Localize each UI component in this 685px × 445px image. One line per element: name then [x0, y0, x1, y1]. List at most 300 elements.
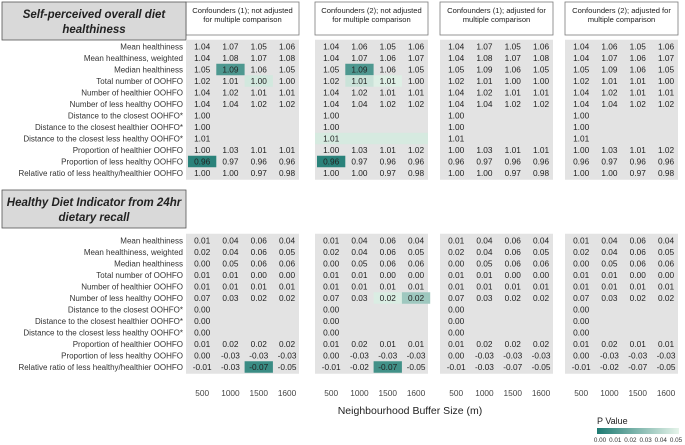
- cell-value: 1.05: [323, 64, 340, 75]
- cell-value: 0.00: [194, 316, 211, 326]
- cell-value: 1.01: [222, 76, 239, 86]
- cell-value: 1.01: [250, 87, 267, 98]
- cell-value: 0.00: [194, 304, 211, 315]
- cell-value: 1.07: [351, 53, 368, 63]
- cell-value: 0.04: [351, 247, 368, 257]
- cell-value: 1.02: [601, 87, 618, 98]
- cell-value: 0.00: [448, 327, 465, 338]
- cell-value: 0.02: [657, 293, 675, 303]
- row-label: Distance to the closest less healthy OOHFO*: [23, 328, 183, 338]
- cell-value: 0.00: [323, 327, 340, 338]
- cell-value: 1.01: [351, 76, 368, 86]
- cell-value: 1.00: [573, 168, 590, 178]
- cell-value: 0.04: [657, 235, 675, 246]
- cell-value: 0.01: [194, 281, 211, 292]
- cell-value: 0.00: [448, 258, 465, 269]
- cell-value: 0.00: [504, 270, 521, 280]
- row-label: Distance to the closest healthier OOHFO*: [34, 317, 183, 326]
- cell-value: 0.01: [323, 270, 340, 280]
- cell-value: 1.04: [323, 99, 340, 109]
- cell-value: 1.02: [323, 76, 340, 86]
- cell-value: 0.04: [601, 247, 618, 257]
- cell-value: 0.97: [629, 168, 646, 178]
- row-label: Mean healthiness: [120, 236, 183, 246]
- cell-value: 0.02: [407, 293, 425, 303]
- x-tick-label: 1500: [628, 388, 647, 398]
- cell-value: 1.08: [278, 53, 296, 63]
- cell-value: 1.04: [194, 99, 211, 109]
- row-label: Total number of OOHFO: [96, 271, 183, 280]
- cell-value: 0.01: [448, 235, 465, 246]
- row-label: Median healthiness: [114, 259, 183, 269]
- cell-value: 1.01: [323, 133, 340, 144]
- cell-value: 0.02: [194, 247, 211, 257]
- cell-value: -0.02: [349, 362, 369, 372]
- cell-value: 0.01: [629, 339, 646, 349]
- cell-value: 1.08: [476, 53, 493, 63]
- cell-value: 0.01: [448, 339, 465, 349]
- cell-value: 1.00: [194, 145, 211, 155]
- cell-value: 0.06: [407, 258, 425, 269]
- cell-value: 1.00: [448, 122, 465, 132]
- cell-value: 1.07: [504, 53, 521, 63]
- cell-value: 0.01: [532, 281, 550, 292]
- cell-value: 1.01: [629, 145, 646, 155]
- cell-value: 0.02: [532, 293, 550, 303]
- cell-value: 0.01: [194, 235, 211, 246]
- cell-value: 0.06: [629, 258, 646, 269]
- cell-value: 0.01: [573, 339, 590, 349]
- cell-value: 0.04: [222, 247, 239, 257]
- cell-value: 0.00: [407, 270, 425, 280]
- cell-value: -0.03: [503, 350, 523, 361]
- cell-value: -0.05: [531, 362, 551, 372]
- cell-value: 1.07: [407, 53, 425, 63]
- x-tick-label: 1000: [221, 388, 240, 398]
- panel-header: Confounders (2); not adjusted for multiple comparison: [321, 6, 422, 24]
- cell-value: 0.06: [504, 258, 521, 269]
- cell-value: 1.06: [407, 41, 425, 52]
- cell-value: -0.01: [571, 362, 591, 372]
- x-tick-label: 1500: [378, 388, 397, 398]
- cell-value: 0.06: [250, 247, 267, 257]
- cell-value: 0.00: [573, 258, 590, 269]
- cell-value: 0.04: [222, 235, 239, 246]
- cell-value: 1.05: [250, 41, 267, 52]
- cell-value: -0.03: [628, 350, 648, 361]
- row-label: Total number of OOHFO: [96, 77, 183, 86]
- cell-value: 0.00: [194, 327, 211, 338]
- cell-value: 1.02: [407, 145, 425, 155]
- cell-value: 1.00: [323, 122, 340, 132]
- cell-value: 1.02: [351, 87, 368, 98]
- cell-value: 1.01: [476, 76, 493, 86]
- cell-value: 1.06: [379, 53, 396, 63]
- cell-value: 0.00: [250, 270, 267, 280]
- cell-value: 1.05: [657, 64, 675, 75]
- cell-value: 0.04: [532, 235, 550, 246]
- row-label: Proportion of healthier OOHFO: [72, 146, 183, 155]
- cell-value: 1.02: [532, 99, 550, 109]
- cell-value: 0.98: [407, 168, 425, 178]
- cell-value: 0.02: [476, 339, 493, 349]
- cell-value: 1.08: [222, 53, 239, 63]
- cell-value: 0.00: [323, 304, 340, 315]
- cell-value: 1.01: [379, 76, 396, 86]
- cell-value: 1.09: [222, 64, 239, 75]
- cell-value: 1.09: [476, 64, 493, 75]
- cell-value: 1.04: [323, 53, 340, 63]
- cell-value: 1.00: [323, 145, 340, 155]
- cell-value: 0.01: [657, 281, 675, 292]
- cell-value: 1.05: [448, 64, 465, 75]
- panel-header: Confounders (1); not adjusted for multiple comparison: [192, 6, 293, 24]
- cell-value: 0.03: [351, 293, 368, 303]
- cell-value: 0.01: [476, 270, 493, 280]
- cell-value: 0.00: [573, 350, 590, 361]
- cell-value: 0.05: [601, 258, 618, 269]
- cell-value: 0.01: [222, 281, 239, 292]
- cell-value: 0.01: [351, 281, 368, 292]
- row-label: Distance to the closest less healthy OOHFO*: [23, 134, 183, 144]
- row-label: Mean healthiness: [120, 42, 183, 52]
- cell-value: 1.00: [532, 76, 550, 86]
- cell-value: 0.04: [278, 235, 296, 246]
- x-tick-label: 1000: [350, 388, 369, 398]
- x-tick-label: 500: [195, 388, 210, 398]
- cell-value: 0.01: [407, 339, 425, 349]
- cell-value: 1.05: [407, 64, 425, 75]
- cell-value: 1.04: [573, 87, 590, 98]
- cell-value: 0.96: [278, 156, 296, 167]
- cell-value: 1.00: [476, 168, 493, 178]
- cell-value: 1.04: [194, 87, 211, 98]
- cell-value: 1.04: [448, 53, 465, 63]
- cell-value: 0.00: [448, 350, 465, 361]
- cell-value: 0.01: [601, 281, 618, 292]
- cell-value: 1.00: [351, 168, 368, 178]
- cell-value: 1.05: [629, 41, 646, 52]
- x-tick-label: 500: [324, 388, 339, 398]
- cell-value: 0.03: [476, 293, 493, 303]
- legend-title: P Value: [597, 416, 628, 426]
- cell-value: 0.06: [504, 247, 521, 257]
- cell-value: 0.03: [222, 293, 239, 303]
- cell-value: 0.96: [323, 156, 340, 167]
- cell-value: 1.02: [407, 99, 425, 109]
- cell-value: 0.04: [476, 235, 493, 246]
- cell-value: 1.00: [573, 122, 590, 132]
- row-label: Proportion of less healthy OOHFO: [61, 157, 183, 167]
- cell-value: 0.00: [573, 316, 590, 326]
- cell-value: -0.01: [446, 362, 466, 372]
- x-tick-label: 500: [574, 388, 589, 398]
- cell-value: 0.02: [250, 293, 267, 303]
- cell-value: 0.00: [278, 270, 296, 280]
- section-title: Self-perceived overall diet: [22, 9, 166, 21]
- cell-value: -0.03: [378, 350, 398, 361]
- cell-value: 0.96: [379, 156, 396, 167]
- cell-value: 0.96: [573, 156, 590, 167]
- cell-value: 1.04: [476, 99, 493, 109]
- cell-value: -0.03: [220, 362, 240, 372]
- cell-value: 0.02: [532, 339, 550, 349]
- cell-value: 1.00: [448, 110, 465, 121]
- cell-value: -0.07: [249, 362, 269, 372]
- cell-value: 0.00: [379, 270, 396, 280]
- cell-value: 0.96: [407, 156, 425, 167]
- cell-value: 0.01: [379, 339, 396, 349]
- x-tick-label: 1500: [503, 388, 522, 398]
- cell-value: 0.01: [323, 235, 340, 246]
- cell-value: 0.01: [573, 270, 590, 280]
- cell-value: 1.03: [476, 145, 493, 155]
- cell-value: 1.02: [379, 99, 396, 109]
- cell-value: 1.07: [476, 41, 493, 52]
- cell-value: 1.00: [448, 145, 465, 155]
- cell-value: 0.01: [448, 270, 465, 280]
- cell-value: 1.06: [379, 64, 396, 75]
- cell-value: -0.05: [406, 362, 426, 372]
- cell-value: 0.01: [351, 270, 368, 280]
- cell-value: 0.01: [379, 281, 396, 292]
- cell-value: 1.01: [448, 133, 465, 144]
- cell-value: 0.97: [222, 156, 239, 167]
- row-label: Distance to the closest OOHFO*: [67, 111, 183, 121]
- cell-value: 1.06: [629, 53, 646, 63]
- cell-value: 1.07: [222, 41, 239, 52]
- cell-value: 0.05: [278, 247, 296, 257]
- cell-value: 0.01: [573, 235, 590, 246]
- cell-value: 1.04: [323, 41, 340, 52]
- cell-value: -0.03: [220, 350, 240, 361]
- cell-value: 0.06: [379, 247, 396, 257]
- row-label: Proportion of less healthy OOHFO: [61, 351, 183, 361]
- cell-value: -0.03: [474, 350, 494, 361]
- cell-value: 0.98: [532, 168, 550, 178]
- cell-value: 1.00: [504, 76, 521, 86]
- cell-value: 0.97: [601, 156, 618, 167]
- cell-value: 1.05: [278, 64, 296, 75]
- cell-value: -0.03: [474, 362, 494, 372]
- cell-value: 0.01: [573, 281, 590, 292]
- x-tick-label: 1000: [600, 388, 619, 398]
- cell-value: -0.07: [378, 362, 398, 372]
- cell-value: 1.02: [448, 76, 465, 86]
- cell-value: 0.97: [476, 156, 493, 167]
- cell-value: 1.05: [573, 64, 590, 75]
- cell-value: 1.06: [532, 41, 550, 52]
- cell-value: -0.03: [656, 350, 676, 361]
- cell-value: 0.01: [657, 339, 675, 349]
- row-label: Number of healthier OOHFO: [81, 88, 183, 98]
- cell-value: 0.00: [657, 270, 675, 280]
- cell-value: 0.07: [323, 293, 340, 303]
- cell-value: -0.05: [277, 362, 297, 372]
- cell-value: 1.02: [657, 145, 675, 155]
- x-tick-label: 1600: [406, 388, 426, 398]
- cell-value: 1.02: [657, 99, 675, 109]
- cell-value: -0.01: [321, 362, 341, 372]
- cell-value: 0.01: [194, 339, 211, 349]
- cell-value: 1.01: [629, 87, 646, 98]
- cell-value: 0.06: [657, 258, 675, 269]
- row-label: Mean healthiness, weighted: [83, 248, 183, 257]
- cell-value: 0.06: [504, 235, 521, 246]
- cell-value: 1.02: [629, 99, 646, 109]
- cell-value: 1.02: [573, 76, 590, 86]
- cell-value: 0.06: [629, 235, 646, 246]
- legend-tick-label: 0.01: [609, 437, 622, 444]
- cell-value: 1.04: [351, 99, 368, 109]
- cell-value: 0.96: [532, 156, 550, 167]
- cell-value: 0.06: [629, 247, 646, 257]
- cell-value: 1.05: [504, 41, 521, 52]
- cell-value: 0.02: [629, 293, 646, 303]
- cell-value: 0.02: [351, 339, 368, 349]
- x-tick-label: 1600: [277, 388, 297, 398]
- cell-value: 1.04: [448, 99, 465, 109]
- cell-value: 0.02: [379, 293, 396, 303]
- cell-value: 1.06: [278, 41, 296, 52]
- legend-tick-label: 0.02: [624, 437, 637, 444]
- cell-value: 1.03: [222, 145, 239, 155]
- cell-value: 1.01: [504, 145, 521, 155]
- cell-value: 1.06: [601, 41, 618, 52]
- cell-value: 1.01: [532, 145, 550, 155]
- cell-value: 1.00: [222, 168, 239, 178]
- cell-value: 1.01: [278, 145, 296, 155]
- cell-value: 1.06: [629, 64, 646, 75]
- cell-value: 0.96: [448, 156, 465, 167]
- cell-value: 1.04: [222, 99, 239, 109]
- cell-value: 0.01: [601, 270, 618, 280]
- cell-value: 0.00: [448, 316, 465, 326]
- cell-value: 0.02: [448, 247, 465, 257]
- cell-value: 0.07: [573, 293, 590, 303]
- cell-value: 0.96: [194, 156, 211, 167]
- cell-value: -0.05: [656, 362, 676, 372]
- cell-value: 1.00: [278, 76, 296, 86]
- cell-value: 1.02: [194, 76, 211, 86]
- cell-value: 0.00: [448, 304, 465, 315]
- cell-value: 0.04: [351, 235, 368, 246]
- cell-value: 0.06: [379, 235, 396, 246]
- cell-value: 0.96: [250, 156, 267, 167]
- panel-header: Confounders (1); adjusted for multiple comparison: [447, 6, 546, 24]
- cell-value: 0.02: [278, 339, 296, 349]
- legend-tick-label: 0.03: [639, 437, 652, 444]
- cell-value: 1.01: [379, 145, 396, 155]
- x-axis-label: Neighbourhood Buffer Size (m): [337, 405, 483, 417]
- cell-value: 0.97: [504, 168, 521, 178]
- cell-value: 0.01: [194, 270, 211, 280]
- cell-value: 1.01: [657, 87, 675, 98]
- legend-tick-label: 0.04: [654, 437, 667, 444]
- cell-value: 0.00: [194, 258, 211, 269]
- cell-value: 1.04: [573, 53, 590, 63]
- row-label: Number of healthier OOHFO: [81, 282, 183, 292]
- cell-value: 1.07: [657, 53, 675, 63]
- cell-value: 1.02: [278, 99, 296, 109]
- cell-value: 0.96: [657, 156, 675, 167]
- cell-value: 0.97: [351, 156, 368, 167]
- cell-value: 0.06: [250, 235, 267, 246]
- cell-value: 1.01: [532, 87, 550, 98]
- cell-value: 0.07: [194, 293, 211, 303]
- cell-value: 0.05: [532, 247, 550, 257]
- cell-value: 0.02: [601, 339, 618, 349]
- cell-value: 0.00: [629, 270, 646, 280]
- cell-value: 0.97: [250, 168, 267, 178]
- row-label: Number of less healthy OOHFO: [69, 294, 183, 303]
- cell-value: 0.03: [601, 293, 618, 303]
- cell-value: 0.05: [351, 258, 368, 269]
- cell-value: 1.04: [194, 53, 211, 63]
- row-label: Distance to the closest OOHFO*: [67, 305, 183, 315]
- cell-value: 1.02: [250, 99, 267, 109]
- cell-value: -0.03: [531, 350, 551, 361]
- cell-value: 0.01: [222, 270, 239, 280]
- cell-value: 1.04: [601, 99, 618, 109]
- cell-value: 1.07: [250, 53, 267, 63]
- cell-value: 1.03: [351, 145, 368, 155]
- cell-value: 1.02: [504, 99, 521, 109]
- row-label: Median healthiness: [114, 65, 183, 75]
- cell-value: 1.05: [194, 64, 211, 75]
- cell-value: 1.01: [194, 133, 211, 144]
- x-tick-label: 1600: [656, 388, 676, 398]
- cell-value: 0.02: [278, 293, 296, 303]
- cell-value: 0.05: [407, 247, 425, 257]
- cell-value: 0.06: [532, 258, 550, 269]
- cell-value: 0.00: [323, 350, 340, 361]
- x-tick-label: 500: [449, 388, 464, 398]
- cell-value: 0.04: [407, 235, 425, 246]
- cell-value: 1.09: [601, 64, 618, 75]
- cell-value: 0.02: [250, 339, 267, 349]
- cell-value: 1.00: [573, 110, 590, 121]
- cell-value: 0.04: [476, 247, 493, 257]
- cell-value: 0.00: [573, 304, 590, 315]
- cell-value: 0.01: [504, 281, 521, 292]
- cell-value: 1.05: [532, 64, 550, 75]
- cell-value: 1.00: [194, 110, 211, 121]
- x-tick-label: 1600: [531, 388, 551, 398]
- row-label: Proportion of healthier OOHFO: [72, 340, 183, 349]
- cell-value: 1.00: [250, 76, 267, 86]
- cell-value: 0.06: [250, 258, 267, 269]
- cell-value: 1.00: [601, 168, 618, 178]
- cell-value: 0.01: [476, 281, 493, 292]
- cell-value: 0.01: [448, 281, 465, 292]
- cell-value: 1.04: [323, 87, 340, 98]
- row-label: Distance to the closest healthier OOHFO*: [34, 123, 183, 132]
- cell-value: 0.00: [323, 258, 340, 269]
- cell-value: -0.02: [599, 362, 619, 372]
- cell-value: 0.07: [448, 293, 465, 303]
- cell-value: 0.02: [323, 247, 340, 257]
- cell-value: 1.04: [448, 41, 465, 52]
- cell-value: 0.98: [657, 168, 675, 178]
- section-title: Healthy Diet Indicator from 24hr: [6, 197, 182, 209]
- cell-value: 1.00: [194, 168, 211, 178]
- cell-value: -0.03: [249, 350, 269, 361]
- cell-value: -0.03: [406, 350, 426, 361]
- panel-header: Confounders (2); adjusted for multiple comparison: [572, 6, 671, 24]
- row-label: Mean healthiness, weighted: [83, 54, 183, 63]
- cell-value: -0.01: [192, 362, 212, 372]
